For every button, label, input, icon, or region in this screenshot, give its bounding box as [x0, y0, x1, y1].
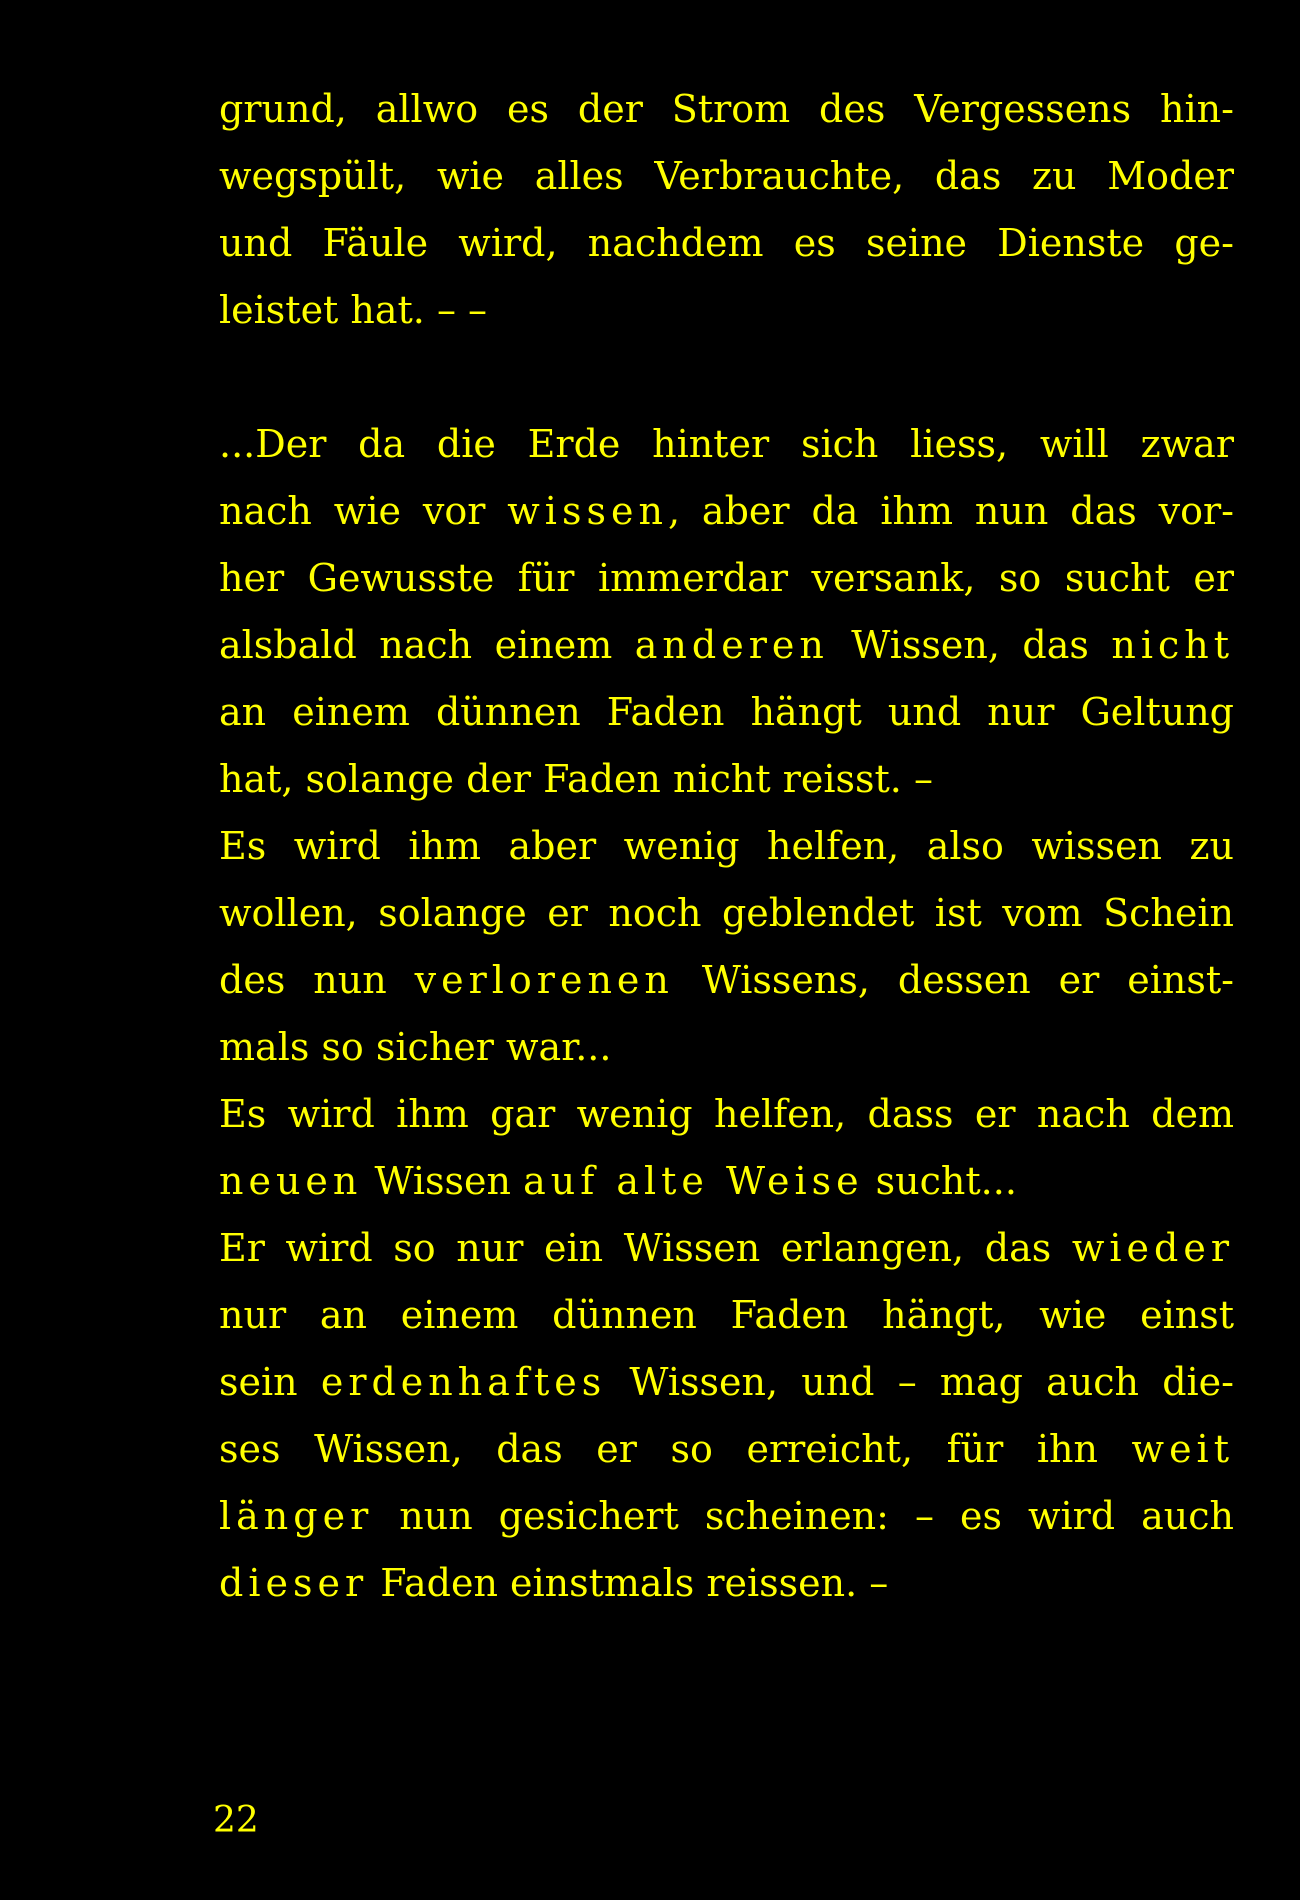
text-run: an einem dünnen Faden hängt und nur Geltung — [219, 690, 1234, 734]
text-line — [219, 1014, 1234, 1081]
text-run: wollen, solange er noch geblendet ist vom Schein — [219, 891, 1234, 935]
text-line — [219, 880, 1234, 947]
spaced-emphasis-text: nicht — [1111, 623, 1234, 667]
text-line — [219, 143, 1234, 210]
text-run: ...Der da die Erde hinter sich liess, will zwar — [219, 422, 1234, 466]
text-line — [219, 1282, 1234, 1349]
text-line — [219, 1416, 1234, 1483]
text-run: leistet hat. – – — [219, 288, 488, 332]
text-run: hat, solange der Faden nicht reisst. – — [219, 757, 933, 801]
spaced-emphasis-text: auf alte Weise — [523, 1159, 864, 1203]
text-line — [219, 612, 1234, 679]
text-run: nun gesichert scheinen: – es wird auch — [373, 1494, 1234, 1538]
text-line — [219, 1483, 1234, 1550]
text-line — [219, 1550, 1234, 1617]
text-line — [219, 210, 1234, 277]
spaced-emphasis-text: dieser — [219, 1561, 369, 1605]
paragraph-2 — [219, 411, 1234, 1617]
spaced-emphasis-text: anderen — [634, 623, 829, 667]
text-run: Er wird so nur ein Wissen erlangen, das — [219, 1226, 1072, 1270]
text-line — [219, 679, 1234, 746]
text-line — [219, 1148, 1234, 1215]
text-run: her Gewusste für immerdar versank, so sucht er — [219, 556, 1234, 600]
text-run: nur an einem dünnen Faden hängt, wie einst — [219, 1293, 1234, 1337]
text-run: grund, allwo es der Strom des Vergessens hin- — [219, 87, 1234, 131]
spaced-emphasis-text: neuen — [219, 1159, 363, 1203]
text-line — [219, 746, 1234, 813]
spaced-emphasis-text: wissen — [507, 489, 668, 533]
text-run: sein — [219, 1360, 321, 1404]
text-run: Es wird ihm gar wenig helfen, dass er nach dem — [219, 1092, 1234, 1136]
spaced-emphasis-text: erdenhaftes — [320, 1360, 607, 1404]
text-run: Wissen — [362, 1159, 524, 1203]
text-run: alsbald nach einem — [219, 623, 635, 667]
text-line — [219, 813, 1234, 880]
text-run: und Fäule wird, nachdem es seine Dienste ge- — [219, 221, 1234, 265]
text-run: sucht... — [863, 1159, 1017, 1203]
text-line — [219, 545, 1234, 612]
text-run: ses Wissen, das er so erreicht, für ihn — [219, 1427, 1132, 1471]
text-line — [219, 76, 1234, 143]
text-line — [219, 478, 1234, 545]
text-line — [219, 1081, 1234, 1148]
spaced-emphasis-text: verlorenen — [414, 958, 674, 1002]
text-run: wegspült, wie alles Verbrauchte, das zu Moder — [219, 154, 1234, 198]
paragraph-1 — [219, 76, 1234, 344]
spaced-emphasis-text: weit — [1131, 1427, 1234, 1471]
spaced-emphasis-text: länger — [219, 1494, 374, 1538]
page-number: 22 — [213, 1800, 259, 1841]
spaced-emphasis-text: wieder — [1071, 1226, 1234, 1270]
text-run: Wissens, dessen er einst- — [673, 958, 1234, 1002]
text-run: Wissen, und – mag auch die- — [606, 1360, 1234, 1404]
text-line — [219, 277, 1234, 344]
text-run: nach wie vor — [219, 489, 508, 533]
text-line — [219, 947, 1234, 1014]
text-run: Faden einstmals reissen. – — [368, 1561, 889, 1605]
text-line — [219, 1349, 1234, 1416]
text-line — [219, 411, 1234, 478]
text-run: mals so sicher war... — [219, 1025, 612, 1069]
text-run: des nun — [219, 958, 415, 1002]
text-line — [219, 1215, 1234, 1282]
text-run: Wissen, das — [828, 623, 1112, 667]
text-run: , aber da ihm nun das vor- — [667, 489, 1234, 533]
text-run: Es wird ihm aber wenig helfen, also wissen zu — [219, 824, 1234, 868]
